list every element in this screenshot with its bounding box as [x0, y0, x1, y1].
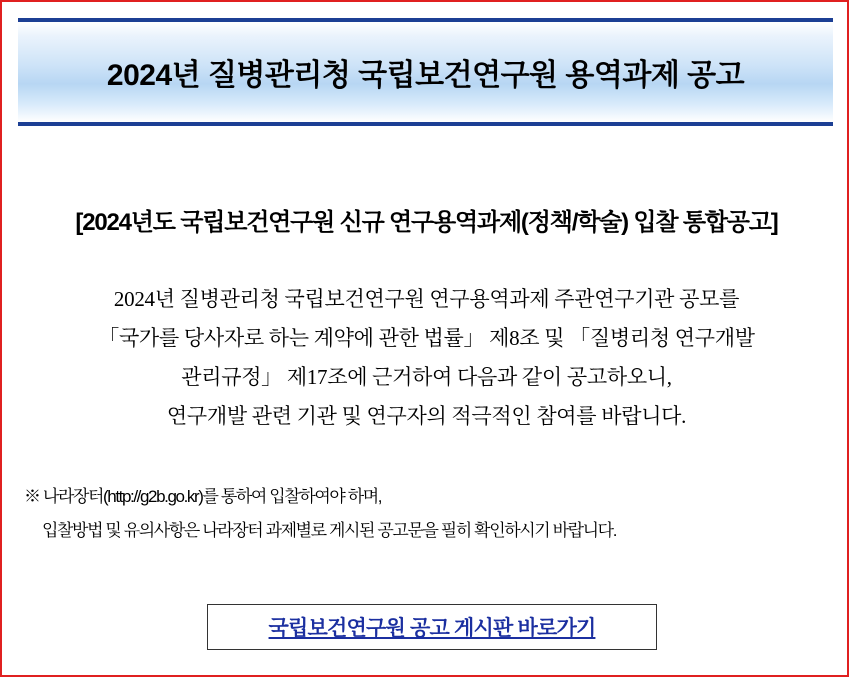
body-paragraph — [62, 280, 791, 436]
page-title: [2024년도 국립보건연구원 신규 연구용역과제(정책/학술) 입찰 통합공고] — [75, 209, 778, 236]
body-line-4: 연구개발 관련 기관 및 연구자의 적극적인 참여를 바랍니다. — [166, 404, 687, 428]
body-line-1: 2024년 질병관리청 국립보건연구원 연구용역과제 주관연구기관 공모를 — [113, 287, 740, 311]
body-line-2: 「국가를 당사자로 하는 계약에 관한 법률」 제8조 및 「질병리청 연구개발 — [98, 326, 755, 350]
notice-line-1: ※ 나라장터(http://g2b.go.kr)를 통하여 입찰하여야 하며, — [24, 487, 382, 506]
title-banner — [18, 18, 833, 126]
bulletin-board-link-button[interactable] — [207, 604, 657, 650]
notice-line-2: 입찰방법 및 유의사항은 나라장터 과제별로 게시된 공고문을 필히 확인하시기 바랍니다. — [42, 521, 617, 540]
bulletin-board-link-label[interactable]: 국립보건연구원 공고 게시판 바로가기 — [268, 617, 596, 640]
body-line-3: 관리규정」 제17조에 근거하여 다음과 같이 공고하오니, — [181, 365, 672, 389]
notice-block — [24, 480, 824, 548]
banner-title: 2024년 질병관리청 국립보건연구원 용역과제 공고 — [106, 59, 745, 92]
